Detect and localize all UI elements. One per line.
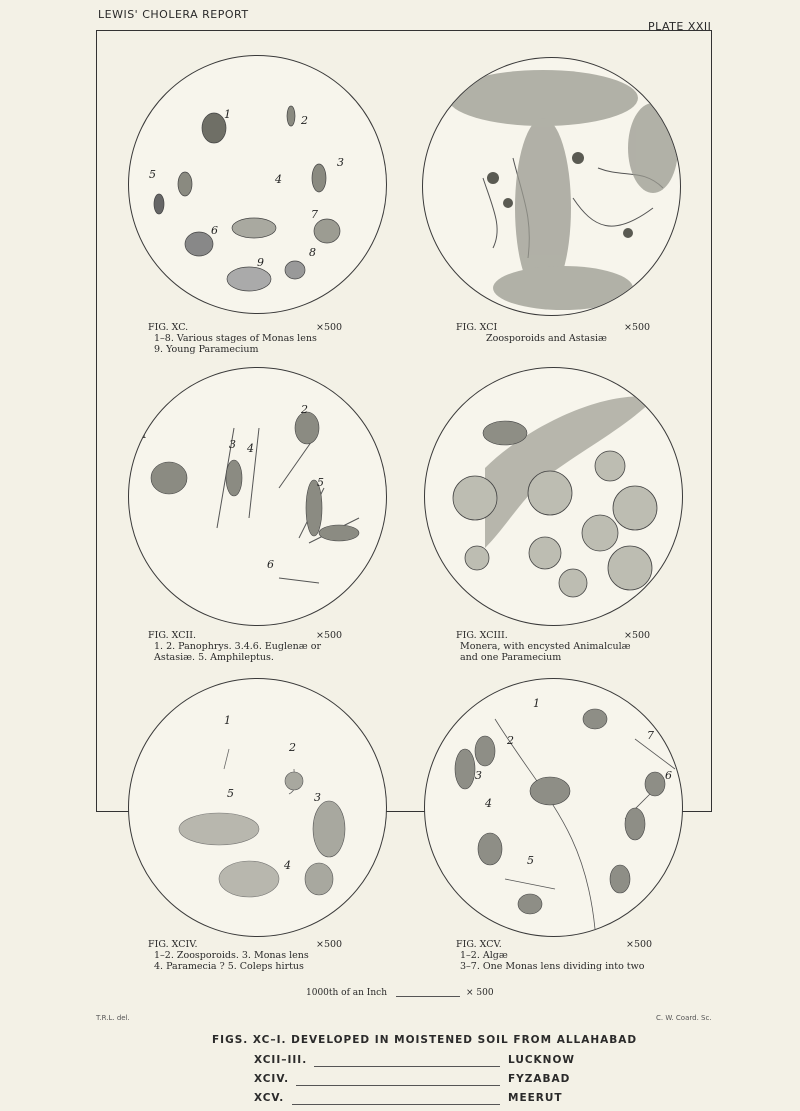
leader-line xyxy=(314,1066,500,1067)
label-1: 1 xyxy=(224,714,231,727)
label-6: 6 xyxy=(267,558,274,571)
figure-xci-circle xyxy=(422,57,681,316)
footer-row-figs: XCII–III. xyxy=(254,1054,308,1066)
label-1: 1 xyxy=(224,108,231,121)
engraver-credit: C. W. Coard. Sc. xyxy=(656,1014,712,1022)
figure-xcii-circle xyxy=(128,367,387,626)
label-3: 3 xyxy=(475,769,482,782)
footer-row-place: MEERUT xyxy=(508,1092,563,1104)
figure-xcv-circle xyxy=(424,678,683,937)
label-3: 3 xyxy=(229,438,236,451)
magnification: ×500 xyxy=(624,322,651,333)
caption-xc: FIG. XC. ×500 1–8. Various stages of Monas lens 9. Young Paramecium xyxy=(148,322,343,355)
label-4: 4 xyxy=(485,797,492,810)
label-3: 3 xyxy=(314,791,321,804)
figure-xc-circle xyxy=(128,55,387,314)
label-6: 6 xyxy=(665,769,672,782)
footer-row-figs: XCIV. xyxy=(254,1073,290,1085)
footer-row-place: FYZABAD xyxy=(508,1073,571,1085)
artist-credit: T.R.L. del. xyxy=(96,1014,130,1022)
fig-label: FIG. XC. xyxy=(148,322,189,333)
magnification: ×500 xyxy=(316,322,343,333)
leader-line xyxy=(292,1104,500,1105)
caption-xcii: FIG. XCII. ×500 1. 2. Panophrys. 3.4.6. Euglenæ or Astasiæ. 5. Amphileptus. xyxy=(148,630,343,663)
footer-title: FIGS. XC–I. DEVELOPED IN MOISTENED SOIL FROM ALLAHABAD xyxy=(212,1034,638,1046)
caption-xciii: FIG. XCIII. ×500 Monera, with encysted Animalculæ and one Paramecium xyxy=(456,630,651,663)
label-4: 4 xyxy=(247,442,254,455)
magnification: ×500 xyxy=(626,939,653,950)
footer-row-figs: XCV. xyxy=(254,1092,285,1104)
label-2: 2 xyxy=(289,741,296,754)
label-4: 4 xyxy=(284,859,291,872)
label-2: 2 xyxy=(507,734,514,747)
label-7: 7 xyxy=(647,729,654,742)
label-2: 2 xyxy=(301,403,308,416)
label-5: 5 xyxy=(227,787,234,800)
magnification: ×500 xyxy=(624,630,651,641)
label-6: 6 xyxy=(211,224,218,237)
label-9: 9 xyxy=(257,256,264,269)
report-title: LEWIS' CHOLERA REPORT xyxy=(98,8,249,21)
label-8: 8 xyxy=(309,246,316,259)
label-5: 5 xyxy=(317,476,324,489)
fig-label: FIG. XCI xyxy=(456,322,498,333)
label-1: 1 xyxy=(533,697,540,710)
fig-label: FIG. XCII. xyxy=(148,630,197,641)
scale-magnification: × 500 xyxy=(466,988,494,998)
fig-label: FIG. XCV. xyxy=(456,939,502,950)
magnification: ×500 xyxy=(316,630,343,641)
caption-xci: FIG. XCI ×500 Zoosporoids and Astasiæ xyxy=(456,322,651,344)
figure-xciv-circle xyxy=(128,678,387,937)
label-4: 4 xyxy=(275,173,282,186)
plate-number: PLATE XXII xyxy=(648,20,712,33)
label-1: 1 xyxy=(141,428,148,441)
fig-label: FIG. XCIII. xyxy=(456,630,508,641)
fig-label: FIG. XCIV. xyxy=(148,939,198,950)
label-3: 3 xyxy=(337,156,344,169)
label-7: 7 xyxy=(311,208,318,221)
label-2: 2 xyxy=(301,114,308,127)
figure-xciii-circle xyxy=(424,367,683,626)
caption-xcv: FIG. XCV. ×500 1–2. Algæ 3–7. One Monas lens dividing into two xyxy=(456,939,653,972)
footer-row-place: LUCKNOW xyxy=(508,1054,575,1066)
leader-line xyxy=(296,1085,500,1086)
scale-label: 1000th of an Inch xyxy=(306,988,387,998)
caption-xciv: FIG. XCIV. ×500 1–2. Zoosporoids. 3. Monas lens 4. Paramecia ? 5. Coleps hirtus xyxy=(148,939,343,972)
scale-bar xyxy=(396,996,460,997)
label-5: 5 xyxy=(149,168,156,181)
magnification: ×500 xyxy=(316,939,343,950)
label-5: 5 xyxy=(527,854,534,867)
